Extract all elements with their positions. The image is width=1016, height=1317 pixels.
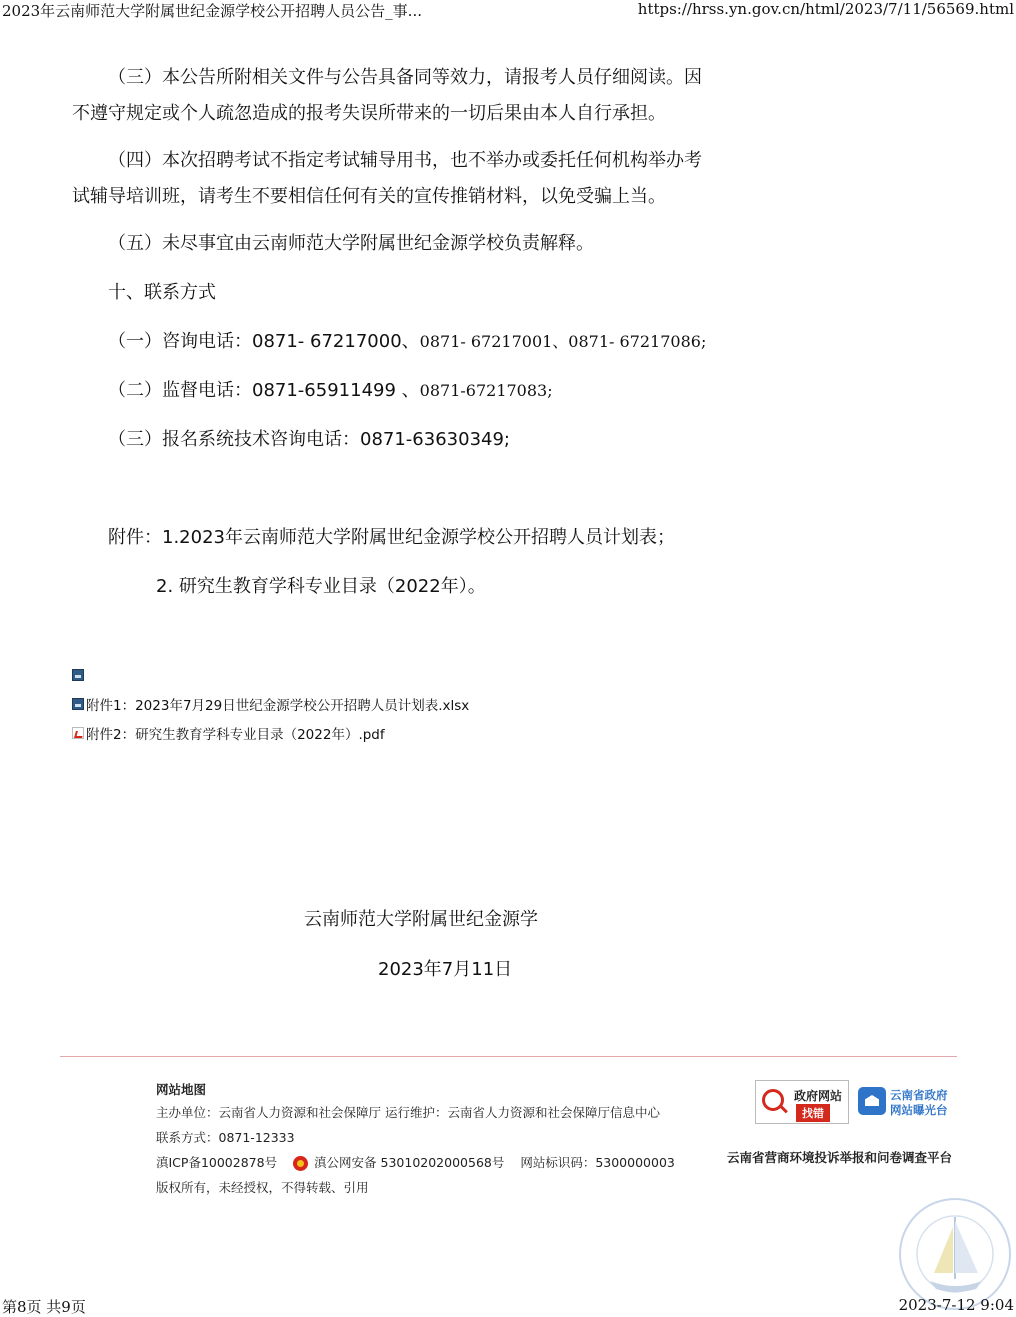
- yn-exposure-icon[interactable]: [858, 1087, 886, 1115]
- footer-registration: [156, 1153, 675, 1171]
- broken-image-icon: [72, 666, 84, 685]
- signature-org: 云南师范大学附属世纪金源学: [304, 909, 538, 930]
- footer-police[interactable]: 滇公网安备 53010202000568号: [314, 1155, 505, 1170]
- print-footer-page: 第8页 共9页: [2, 1298, 86, 1316]
- attachments-line-2: 2. 研究生教育学科专业目录（2022年）。: [156, 576, 486, 597]
- consult-phone-prefix: （一）咨询电话：0871- 67217000、: [108, 331, 420, 352]
- footer-contact: 联系方式：0871-12333: [156, 1130, 295, 1145]
- footer-host: 主办单位：云南省人力资源和社会保障厅 运行维护：云南省人力资源和社会保障厅信息中心: [156, 1105, 660, 1120]
- yn-exposure-line-1: 云南省政府: [890, 1088, 948, 1102]
- paragraph-4-line-2: 试辅导培训班，请考生不要相信任何有关的宣传推销材料，以免受骗上当。: [72, 186, 666, 207]
- attachment-link-2[interactable]: [72, 723, 385, 743]
- attachment-link-2-label: 附件2：研究生教育学科专业目录（2022年）.pdf: [86, 727, 385, 743]
- gov-badge-line-2: 找错: [796, 1104, 830, 1122]
- footer-site-id: 网站标识码：5300000003: [520, 1155, 675, 1170]
- print-footer-datetime: 2023-7-12 9:04: [898, 1296, 1014, 1314]
- signature-date: 2023年7月11日: [378, 959, 513, 980]
- gov-site-error-badge[interactable]: [755, 1080, 849, 1124]
- print-header-title: 2023年云南师范大学附属世纪金源学校公开招聘人员公告_事...: [2, 2, 422, 20]
- paragraph-5: （五）未尽事宜由云南师范大学附属世纪金源学校负责解释。: [108, 233, 594, 254]
- gov-badge-line-1: 政府网站: [794, 1089, 843, 1103]
- image-file-icon: [72, 698, 84, 710]
- paragraph-3-line-1: （三）本公告所附相关文件与公告具备同等效力，请报考人员仔细阅读。因: [108, 67, 702, 88]
- contact-heading: 十、联系方式: [108, 282, 216, 303]
- complaint-platform-link[interactable]: 云南省营商环境投诉举报和问卷调查平台: [727, 1150, 953, 1165]
- supervise-phone-prefix: （二）监督电话：0871-65911499 、: [108, 380, 420, 401]
- pdf-file-icon: [72, 727, 84, 739]
- yn-exposure-line-2: 网站曝光台: [890, 1103, 948, 1117]
- yn-exposure-link[interactable]: [890, 1088, 948, 1118]
- footer-sitemap-link[interactable]: 网站地图: [156, 1082, 207, 1097]
- paragraph-4-line-1: （四）本次招聘考试不指定考试辅导用书，也不举办或委托任何机构举办考: [108, 150, 702, 171]
- police-badge-icon: [293, 1156, 308, 1171]
- tech-phone: （三）报名系统技术咨询电话：0871-63630349;: [108, 429, 510, 450]
- paragraph-3-line-2: 不遵守规定或个人疏忽造成的报考失误所带来的一切后果由本人自行承担。: [72, 103, 666, 124]
- footer-icp[interactable]: 滇ICP备10002878号: [156, 1155, 278, 1170]
- supervise-phone: [108, 373, 553, 409]
- print-header-url: https://hrss.yn.gov.cn/html/2023/7/11/56569.html: [637, 0, 1014, 18]
- footer-divider: [60, 1056, 957, 1057]
- consult-phone: [108, 324, 706, 360]
- attachment-link-1[interactable]: [72, 694, 469, 714]
- magnifier-icon: [762, 1089, 784, 1111]
- consult-phone-rest: 0871- 67217001、0871- 67217086;: [419, 332, 707, 351]
- footer-copyright: 版权所有，未经授权，不得转载、引用: [156, 1180, 369, 1195]
- attachments-line-1: 附件：1.2023年云南师范大学附属世纪金源学校公开招聘人员计划表；: [108, 527, 675, 548]
- attachment-link-1-label: 附件1：2023年7月29日世纪金源学校公开招聘人员计划表.xlsx: [86, 698, 470, 714]
- supervise-phone-rest: 0871-67217083;: [419, 381, 553, 400]
